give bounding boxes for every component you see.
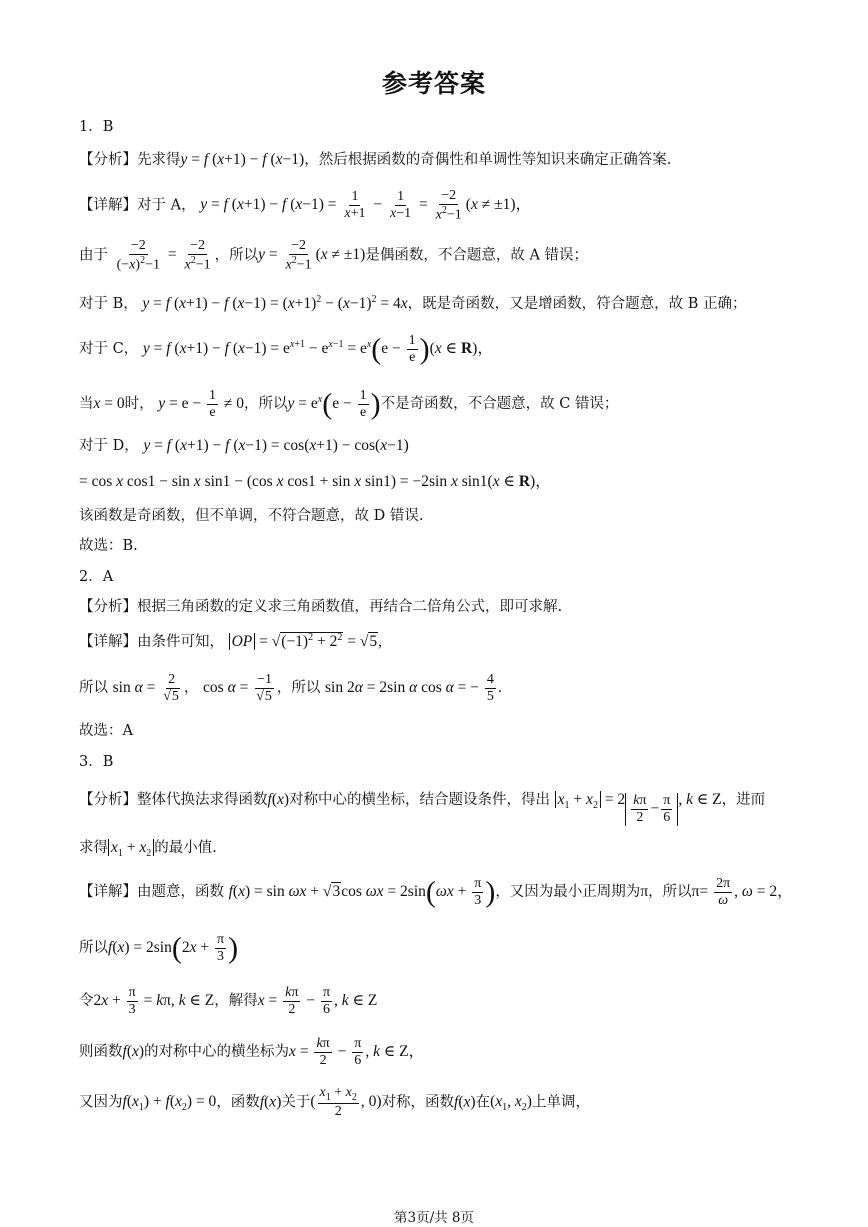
formula: y = $\frac{-2}{x^2-1}$ (x ≠ ±1): [258, 238, 366, 273]
q3-number: 3．B: [79, 754, 114, 770]
q2-detail-2: 所以 sin α = $\frac{2}{√5}$ ， cos α = $\frac{-1}{√5}$ ，所以 sin 2α = 2sin α cos α = − $\frac{4}{5}$ .: [79, 672, 502, 705]
formula: sin 2α = 2sin α cos α = − $\frac{4}{5}$ .: [325, 672, 502, 705]
q2-conclusion: 故选：A: [79, 723, 133, 739]
page-title: 参考答案: [381, 69, 486, 98]
formula: 2x + $\frac{\pi}{3}$ = kπ, k ∈ Z: [93, 985, 215, 1018]
formula: y = f (x+1) − f $(x-1) = (x+1)^2 - (x-1)^2 = 4x$: [142, 294, 408, 313]
analysis-tag: 【分析】: [79, 599, 137, 615]
q2-detail: 【详解】由条件可知， OP = $√(-1)^2 + 2^2 = √5$,: [79, 632, 382, 651]
q1-detail-d: 对于 D， y = f (x+1) − f (x−1) = cos(x+1) − cos(x−1): [79, 437, 409, 454]
formula: ( $\frac{x_1 + x_2}{2}$ , 0): [310, 1085, 382, 1120]
page-footer: 第3页/共 8页: [393, 1210, 475, 1226]
formula: $\frac{-2}{(-x)^2-1}$ = $\frac{-2}{x^2-1}$: [116, 238, 211, 273]
formula: f(x) = sin ωx + √3cos ωx = 2sin(ωx + $\frac{\pi}{3}$ ): [228, 875, 496, 909]
q2-analysis: 【分析】根据三角函数的定义求三角函数值，再结合二倍角公式，即可求解.: [79, 599, 563, 615]
detail-tag: 【详解】: [79, 884, 137, 901]
q1-number: 1．B: [79, 119, 114, 135]
formula: y = f (x+1) − f (x−1): [180, 151, 305, 168]
q2-number: 2．A: [79, 569, 114, 585]
formula: y = e − $\frac{1}{e}$ ≠ 0: [158, 388, 245, 421]
detail-tag: 【详解】: [79, 197, 137, 214]
formula: $f(x_1) + f(x_2) = 0$: [122, 1093, 217, 1114]
q3-last: 又因为$f(x_1) + f(x_2) = 0$，函数f(x)关于( $\frac{x_1 + x_2}{2}$ , 0)对称，函数f(x)在($x_1$, $x_2$)上单调，: [79, 1085, 590, 1120]
formula: y = f (x+1) − f (x−1) = cos(x+1) − cos(x−1): [143, 437, 409, 454]
q1-analysis: 【分析】先求得y = f (x+1) − f (x−1)，然后根据函数的奇偶性和单调性等知识来确定正确答案.: [79, 151, 672, 168]
detail-tag: 【详解】: [79, 634, 137, 651]
q1-detail-d2: = cos x cos1 − sin x sin1 − (cos x cos1 + sin x sin1) = −2sin x sin1(x ∈ R)，: [79, 473, 551, 490]
formula: f(x) = 2sin(2x + $\frac{\pi}{3}$ ): [108, 931, 239, 965]
q3-analysis-2: 求得 $x_1 + x_2$ 的最小值.: [79, 839, 217, 860]
analysis-tag: 【分析】: [79, 792, 137, 808]
q1-detail-b: 对于 B， y = f (x+1) − f $(x-1) = (x+1)^2 - (x-1)^2 = 4x$，既是奇函数，又是增函数，符合题意，故 B 正确；: [79, 294, 747, 313]
formula: x = $\frac{k\pi}{2}$ − $\frac{\pi}{6}$ , k ∈ Z: [257, 985, 378, 1018]
q1-detail-c: 对于 C， y = f (x+1) − f $(x-1) = e^{x+1} - e^{x-1} = e^x(e$ − $\frac{1}{e}$ )(x ∈ R)，: [79, 332, 493, 366]
q1-detail-a: 【详解】对于 A， y = f (x+1) − f (x−1) = $\frac{1}{x+1}$ − $\frac{1}{x-1}$ = $\frac{-2}{x^2-1}$ (x ≠ ±1)，: [79, 188, 532, 223]
formula: x = $\frac{k\pi}{2}$ − $\frac{\pi}{6}$ , k ∈ Z，: [289, 1036, 425, 1069]
analysis-tag: 【分析】: [79, 152, 137, 168]
formula: OP = $√(-1)^2 + 2^2 = √5$,: [229, 632, 382, 650]
formula: $y = e^x(e$ − $\frac{1}{e}$ ): [287, 387, 381, 421]
q3-let: 令2x + $\frac{\pi}{3}$ = kπ, k ∈ Z，解得x = $\frac{k\pi}{2}$ − $\frac{\pi}{6}$ , k ∈ Z: [79, 985, 378, 1018]
q1-detail-a2: 由于 $\frac{-2}{(-x)^2-1}$ = $\frac{-2}{x^2-1}$ ，所以y = $\frac{-2}{x^2-1}$ (x ≠ ±1)是偶函数，不合题意，故 A 错误；: [79, 238, 589, 273]
formula: y = f (x+1) − f (x−1) = $\frac{1}{x+1}$ − $\frac{1}{x-1}$ = $\frac{-2}{x^2-1}$ (x ≠ ±1)，: [200, 188, 532, 223]
q3-analysis: 【分析】整体代换法求得函数f(x)对称中心的横坐标，结合题设条件，得出 $x_1 + x_2 = 2$ $\frac{k\pi}{2}$ − $\frac{\pi}{6}$ , k ∈ Z，进而: [79, 791, 766, 826]
formula: $x_1 + x_2 = 2$ $\frac{k\pi}{2}$ − $\frac{\pi}{6}$ , k ∈ Z: [555, 791, 722, 808]
q3-so: 所以f(x) = 2sin(2x + $\frac{\pi}{3}$ ): [79, 931, 239, 965]
formula: cos α = $\frac{-1}{√5}$: [203, 672, 272, 705]
formula: sin α = $\frac{2}{√5}$: [112, 672, 179, 705]
q1-detail-d3: 该函数是奇函数，但不单调，不符合题意，故 D 错误.: [79, 508, 424, 524]
q3-center: 则函数f(x)的对称中心的横坐标为x = $\frac{k\pi}{2}$ − $\frac{\pi}{6}$ , k ∈ Z，: [79, 1036, 425, 1069]
formula: π= $\frac{2\pi}{\omega}$ , ω = 2，: [691, 876, 793, 909]
formula: y = f (x+1) − f $(x-1) = e^{x+1} - e^{x-1} = e^x(e$ − $\frac{1}{e}$ )(x ∈ R)，: [142, 332, 493, 366]
q3-detail: 【详解】由题意，函数 f(x) = sin ωx + √3cos ωx = 2sin(ωx + $\frac{\pi}{3}$ )，又因为最小正周期为π，所以π= $\frac{2\pi}{\omega}$ , ω = 2，: [79, 875, 793, 909]
q1-conclusion: 故选：B.: [79, 538, 138, 554]
q1-detail-c2: 当x = 0时， y = e − $\frac{1}{e}$ ≠ 0，所以$y = e^x(e$ − $\frac{1}{e}$ )不是奇函数，不合题意，故 C 错误；: [79, 387, 619, 421]
